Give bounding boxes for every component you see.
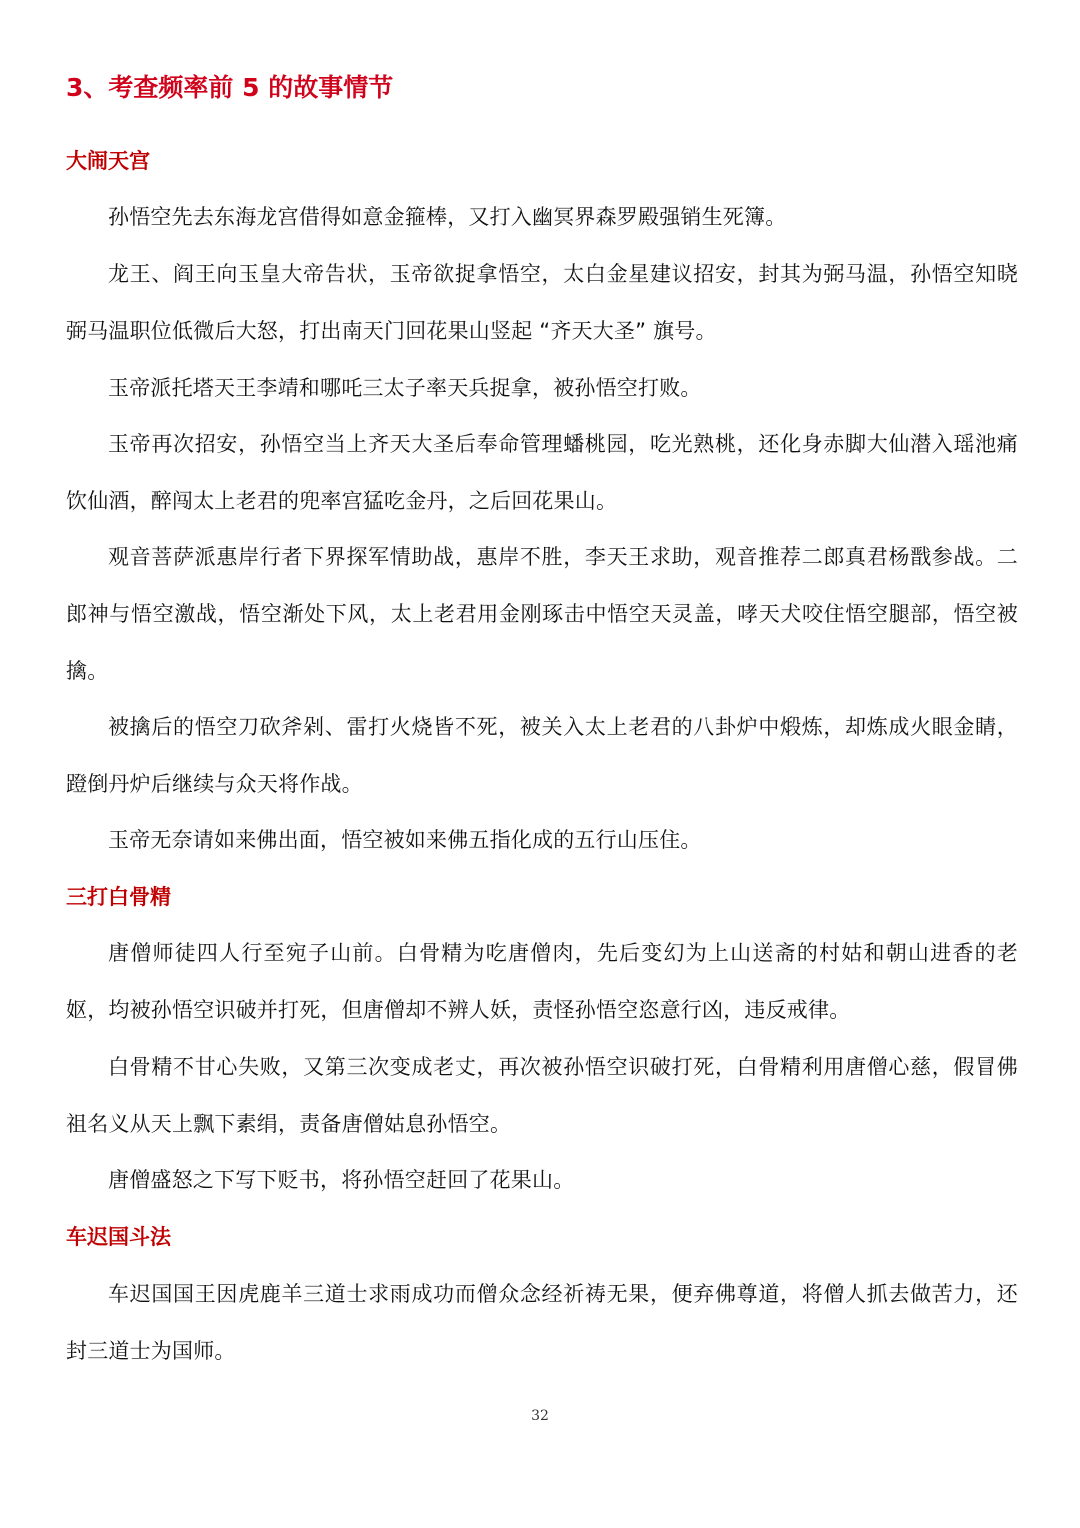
paragraph: 龙王、阎王向玉皇大帝告状，玉帝欲捉拿悟空，太白金星建议招安，封其为弼马温，孙悟空知晓弼马温职位低微后大怒，打出南天门回花果山竖起 “齐天大圣” 旗号。 — [66, 262, 1018, 343]
section-heading-2: 三打白骨精 — [66, 885, 171, 909]
paragraph: 白骨精不甘心失败，又第三次变成老丈，再次被孙悟空识破打死，白骨精利用唐僧心慈，假冒佛祖名义从天上飘下素绢，责备唐僧姑息孙悟空。 — [66, 1055, 1018, 1136]
section-heading-1: 大闹天宫 — [66, 149, 150, 173]
paragraph: 玉帝再次招安，孙悟空当上齐天大圣后奉命管理蟠桃园，吃光熟桃，还化身赤脚大仙潜入瑶池痛饮仙酒，醉闯太上老君的兜率宫猛吃金丹，之后回花果山。 — [66, 432, 1018, 513]
page-title: 3、考查频率前 5 的故事情节 — [66, 73, 394, 102]
page-number: 32 — [531, 1408, 549, 1424]
paragraph: 车迟国国王因虎鹿羊三道士求雨成功而僧众念经祈祷无果，便弃佛尊道，将僧人抓去做苦力，还封三道士为国师。 — [66, 1282, 1018, 1363]
paragraph: 被擒后的悟空刀砍斧剁、雷打火烧皆不死，被关入太上老君的八卦炉中煅炼，却炼成火眼金睛，蹬倒丹炉后继续与众天将作战。 — [66, 715, 1018, 796]
paragraph: 唐僧师徒四人行至宛子山前。白骨精为吃唐僧肉，先后变幻为上山送斋的村姑和朝山进香的老妪，均被孙悟空识破并打死，但唐僧却不辨人妖，责怪孙悟空恣意行凶，违反戒律。 — [66, 941, 1018, 1022]
paragraph: 玉帝无奈请如来佛出面，悟空被如来佛五指化成的五行山压住。 — [108, 828, 702, 852]
paragraph: 玉帝派托塔天王李靖和哪吒三太子率天兵捉拿，被孙悟空打败。 — [108, 376, 702, 400]
paragraph: 孙悟空先去东海龙宫借得如意金箍棒，又打入幽冥界森罗殿强销生死簿。 — [108, 205, 787, 229]
paragraph: 观音菩萨派惠岸行者下界探军情助战，惠岸不胜，李天王求助，观音推荐二郎真君杨戬参战。二郎神与悟空激战，悟空渐处下风，太上老君用金刚琢击中悟空天灵盖，哮天犬咬住悟空腿部，悟空被擒。 — [66, 545, 1018, 683]
section-heading-3: 车迟国斗法 — [66, 1225, 171, 1249]
paragraph: 唐僧盛怒之下写下贬书，将孙悟空赶回了花果山。 — [108, 1168, 575, 1192]
